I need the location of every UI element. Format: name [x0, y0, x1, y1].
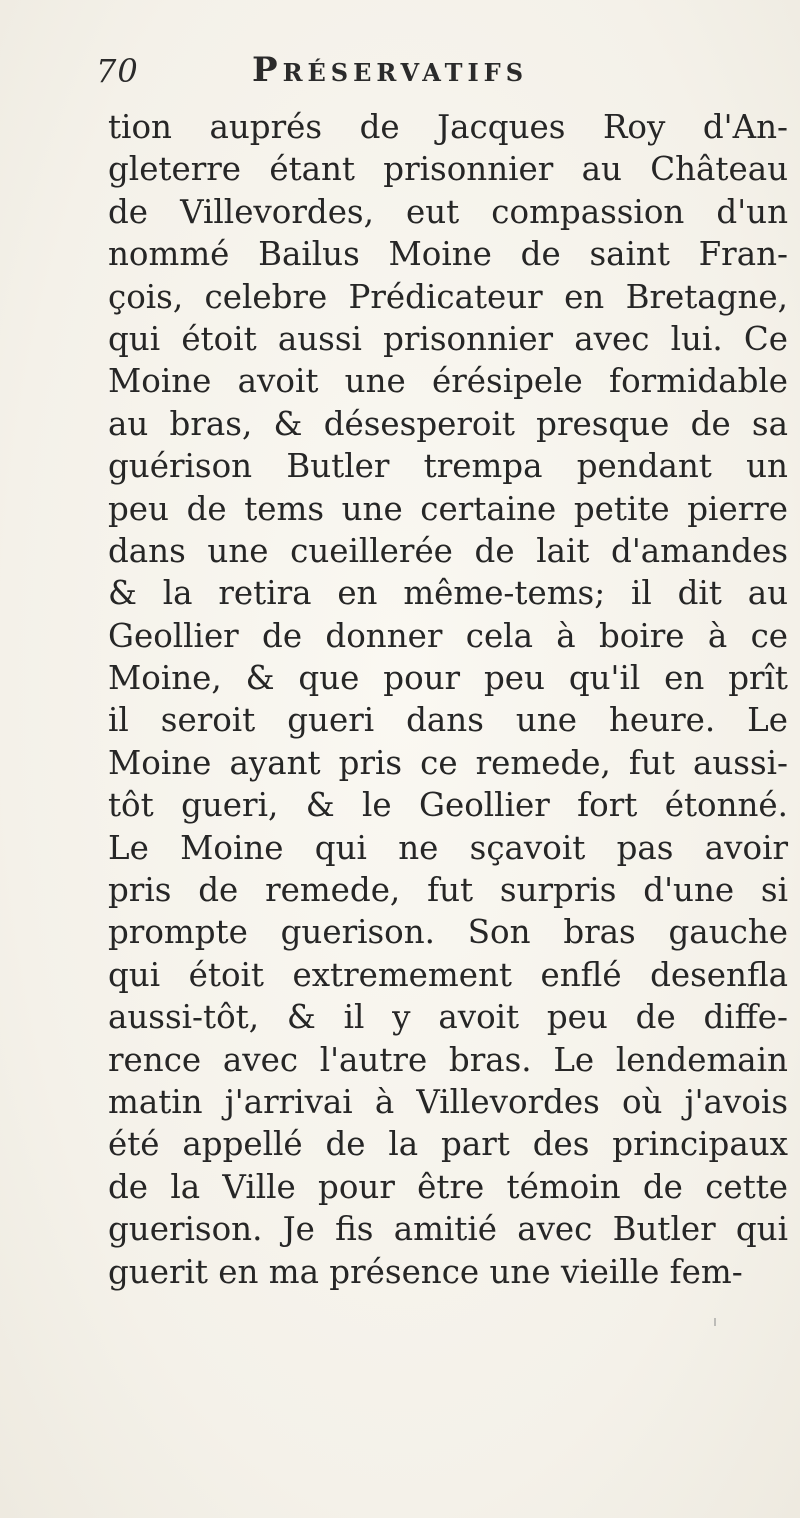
text-line: Geollier de donner cela à boire à ce	[108, 616, 788, 655]
text-line: guérison Butler trempa pendant un	[108, 447, 788, 486]
text-line: gleterre étant prisonnier au Château	[108, 150, 788, 189]
text-line: Moine ayant pris ce remede, fut aussi-	[108, 743, 788, 782]
text-line: guerit en ma présence une vieille fem-	[108, 1252, 743, 1291]
text-line: été appellé de la part des principaux	[108, 1125, 788, 1164]
text-line: de la Ville pour être témoin de cette	[108, 1167, 788, 1206]
text-line: & la retira en même-tems; il dit au	[108, 574, 788, 613]
text-line: Moine, & que pour peu qu'il en prît	[108, 659, 788, 698]
text-line: aussi-tôt, & il y avoit peu de diffe-	[108, 998, 788, 1037]
text-line: Moine avoit une érésipele formidable	[108, 362, 788, 401]
text-line: peu de tems une certaine petite pierre	[108, 489, 788, 528]
text-line: tion auprés de Jacques Roy d'An-	[108, 108, 788, 146]
text-line: nommé Bailus Moine de saint Fran-	[108, 235, 788, 274]
text-line: guerison. Je fis amitié avec Butler qui	[108, 1210, 788, 1249]
text-line: çois, celebre Prédicateur en Bretagne,	[108, 277, 788, 316]
text-line: tôt gueri, & le Geollier fort étonné.	[108, 786, 788, 825]
body-text	[108, 106, 788, 1293]
text-line: matin j'arrivai à Villevordes où j'avois	[108, 1082, 788, 1121]
text-line: qui étoit aussi prisonnier avec lui. Ce	[108, 319, 788, 358]
page-header	[96, 48, 716, 104]
text-line: qui étoit extremement enflé desenfla	[108, 955, 788, 994]
text-line: de Villevordes, eut compassion d'un	[108, 192, 788, 231]
paper-speck	[714, 1318, 716, 1326]
text-line: prompte guerison. Son bras gauche	[108, 913, 788, 952]
running-title: Préservatifs	[252, 50, 529, 90]
text-line: il seroit gueri dans une heure. Le	[108, 701, 788, 740]
text-line: dans une cueillerée de lait d'amandes	[108, 531, 788, 570]
text-line: au bras, & désesperoit presque de sa	[108, 404, 788, 443]
text-line: pris de remede, fut surpris d'une si	[108, 871, 788, 910]
text-line: Le Moine qui ne sçavoit pas avoir	[108, 828, 788, 867]
page-number: 70	[96, 52, 139, 90]
text-line: rence avec l'autre bras. Le lendemain	[108, 1040, 788, 1079]
